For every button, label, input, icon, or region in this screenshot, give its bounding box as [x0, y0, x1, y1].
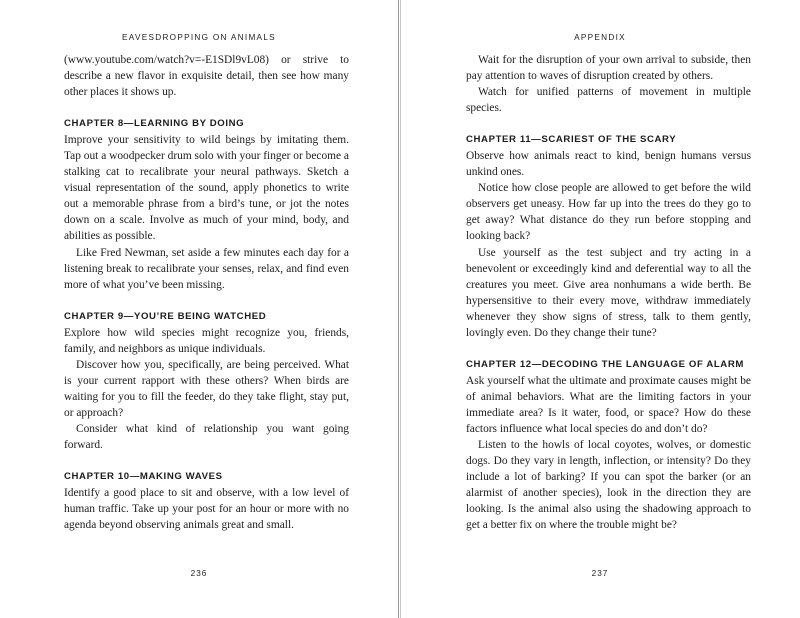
- right-carry-over-paragraph-2: Watch for unified patterns of movement in multiple species.: [466, 86, 751, 115]
- right-carry-over-paragraph-1: Wait for the disruption of your own arrival to subside, then pay attention to waves of disruption created by others.: [466, 54, 751, 83]
- chapter-11-paragraph-1: Observe how animals react to kind, benign humans versus unkind ones.: [466, 150, 751, 179]
- left-text-block: [64, 52, 349, 533]
- chapter-8-heading: CHAPTER 8—LEARNING BY DOING: [64, 118, 245, 130]
- left-page: [0, 0, 399, 618]
- chapter-9-paragraph-1: Explore how wild species might recognize you, friends, family, and neighbors as unique individuals.: [64, 326, 349, 355]
- right-text-block: [466, 52, 751, 533]
- chapter-8-paragraph-2: Like Fred Newman, set aside a few minutes each day for a listening break to recalibrate your senses, relax, and find even more of what you’ve been missing.: [64, 246, 349, 291]
- chapter-12-paragraph-2: Listen to the howls of local coyotes, wolves, or domestic dogs. Do they vary in length, inflection, or intensity? Do they include a lot of barking? If you can spot the barker (or an alarmist of another species), look in the direction they are looking. Is the animal also using the shadowing approach to get a better fix on where the trouble might be?: [466, 439, 751, 532]
- chapter-8-paragraph-1: Improve your sensitivity to wild beings by imitating them. Tap out a woodpecker drum solo with your finger or become a stalking cat to recalibrate your neural pathways. Sketch a visual representation of the sound, apply phonetics to write out a memorable phrase from a bird’s tune, or jot the notes down on a scale. Involve as much of your mind, body, and abilities as possible.: [64, 134, 349, 243]
- chapter-10-paragraph-1: Identify a good place to sit and observe, with a low level of human traffic. Take up your post for an hour or more with no agenda beyond observing animals great and small.: [64, 487, 349, 532]
- left-page-number: 236: [190, 569, 208, 578]
- chapter-9-heading: CHAPTER 9—YOU’RE BEING WATCHED: [64, 310, 267, 322]
- chapter-9-paragraph-2: Discover how you, specifically, are being perceived. What is your current rapport with these others? When birds are waiting for you to fill the feeder, do they take flight, stay put, or approach?: [64, 358, 349, 419]
- chapter-11-paragraph-3: Use yourself as the test subject and try acting in a benevolent or exceedingly kind and deferential way to all the creatures you meet. Give area nonhumans a wide berth. Be hypersensitive to their every move, withdraw immediately whenever they show signs of stress, talk to them gently, lovingly even. Do they change their tune?: [466, 246, 751, 339]
- right-running-head: APPENDIX: [574, 33, 626, 42]
- chapter-9-paragraph-3: Consider what kind of relationship you want going forward.: [64, 422, 349, 452]
- right-page: [400, 0, 799, 618]
- right-page-number: 237: [591, 569, 609, 578]
- left-carry-over-paragraph: (www.youtube.com/watch?v=-E1SDl9vL08) or strive to describe a new flavor in exquisite detail, then see how many other places it shows up.: [64, 54, 349, 99]
- chapter-12-paragraph-1: Ask yourself what the ultimate and proximate causes might be of animal behaviors. What are the limiting factors in your immediate area? Is it water, food, or space? How do these factors influence what local species do and don’t do?: [466, 374, 751, 435]
- chapter-12-heading: CHAPTER 12—DECODING THE LANGUAGE OF ALARM: [466, 358, 744, 370]
- left-running-head: EAVESDROPPING ON ANIMALS: [122, 33, 276, 42]
- chapter-11-heading: CHAPTER 11—SCARIEST OF THE SCARY: [466, 134, 677, 146]
- chapter-10-heading: CHAPTER 10—MAKING WAVES: [64, 471, 223, 483]
- chapter-11-paragraph-2: Notice how close people are allowed to get before the wild observers get uneasy. How far up into the trees do they go to get away? What distance do they run before stopping and looking back?: [466, 182, 751, 243]
